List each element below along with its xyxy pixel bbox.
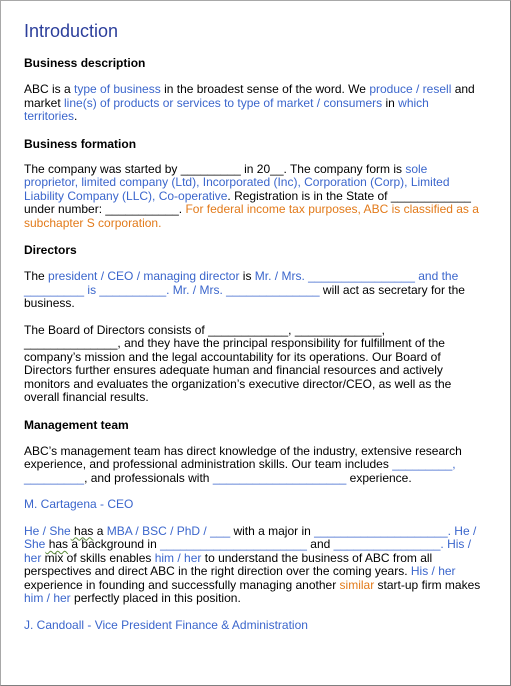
heading-business-description: Business description	[24, 56, 146, 70]
person-vp-finance-heading: J. Candoall - Vice President Finance & Administration	[24, 617, 308, 632]
heading-directors: Directors	[24, 243, 77, 257]
page-title: Introduction	[24, 21, 119, 41]
paragraph-directors-1: The president / CEO / managing director is Mr. / Mrs. ________________ and the _________ is __________. Mr. / Mrs. ______________ will act as secretary for the business.	[24, 269, 465, 310]
heading-business-formation: Business formation	[24, 136, 137, 151]
document-content	[24, 19, 484, 632]
person-ceo-heading: M. Cartagena - CEO	[24, 497, 134, 511]
heading-management-team: Management team	[24, 417, 129, 432]
paragraph-directors-2: The Board of Directors consists of ____________, _____________, ______________, and they have the principal responsibility for fulfillment of the company’s mission and the legal accountability for its operations. Our Board of Directors further ensures adequate human and financial resources and actively monitors and evaluates the organization’s executive director/CEO, as well as the overall financial results.	[24, 322, 452, 404]
paragraph-management-1: ABC’s management team has direct knowledge of the industry, extensive research experience, and professional administration skills. Our team includes _________, _________, and professionals with ____________________ experience.	[24, 443, 462, 485]
paragraph-business-description: ABC is a type of business in the broadest sense of the word. We produce / resell and market line(s) of products or services to type of market / consumers in which territories.	[24, 82, 475, 123]
paragraph-business-formation: The company was started by _________ in 20__. The company form is sole proprietor, limited company (Ltd), Incorporated (Inc), Corporation (Corp), Limited Liability Company (LLC), Co-operative. Registration is in the State of ____________ under number: ___________. For federal income tax purposes, ABC is classified as a subchapter S corporation.	[24, 161, 479, 230]
paragraph-management-2: He / She has a MBA / BSC / PhD / ___ with a major in ____________________. He / She has a background in ______________________ and ________________. His / her mix of skills enables him / her to understand the business of ABC from all perspectives and direct ABC in the right direction over the coming years. His / her experience in founding and successfully managing another similar start-up firm makes him / her perfectly placed in this position.	[24, 523, 481, 605]
